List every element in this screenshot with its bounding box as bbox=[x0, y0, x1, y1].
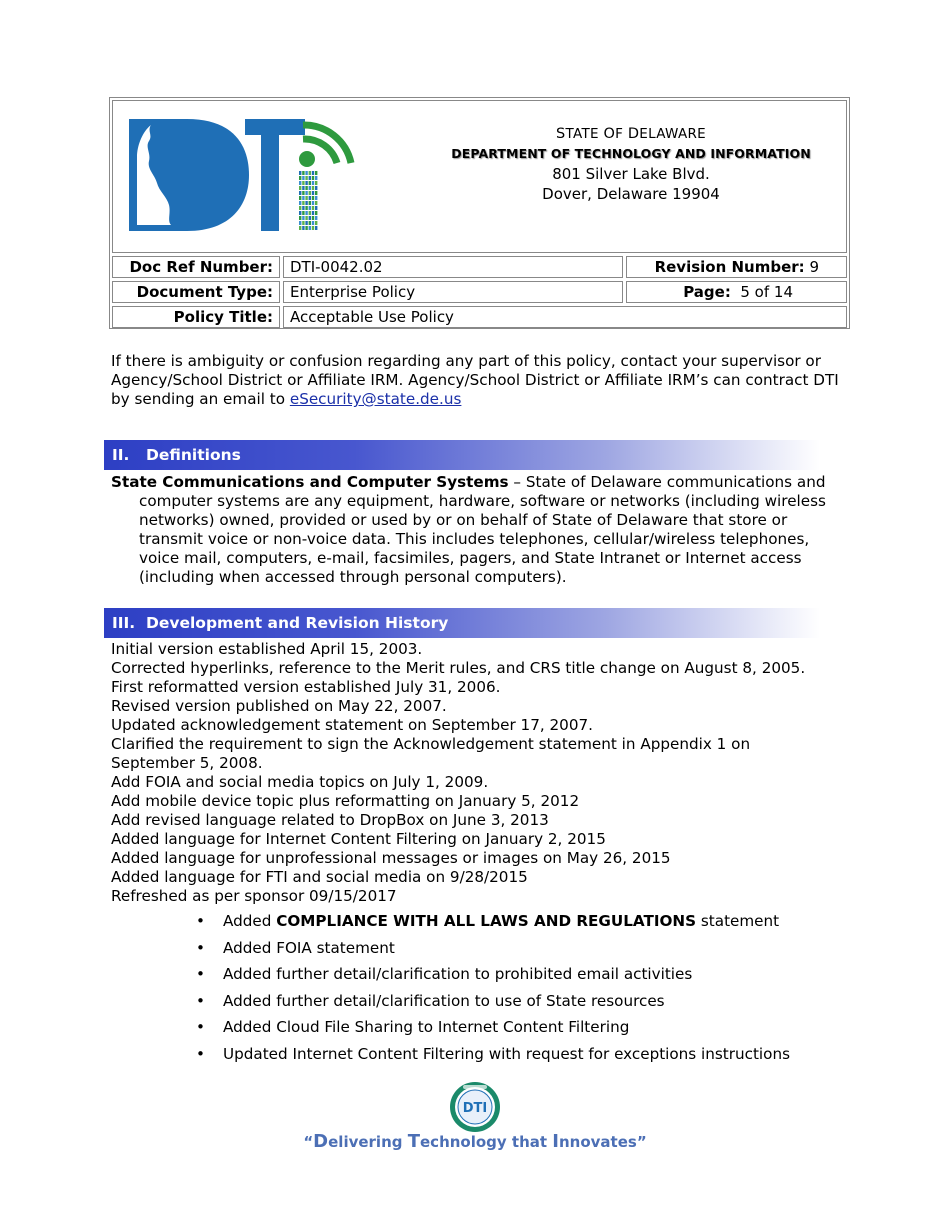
logo-pixel bbox=[302, 221, 304, 225]
logo-pixel bbox=[312, 201, 314, 205]
doc-ref-value: DTI-0042.02 bbox=[283, 256, 623, 278]
logo-pixel bbox=[299, 171, 301, 175]
header-top-box bbox=[112, 100, 847, 253]
dti-logo bbox=[127, 117, 357, 237]
street-address: 801 Silver Lake Blvd. bbox=[552, 165, 710, 183]
esecurity-email-link[interactable]: eSecurity@state.de.us bbox=[289, 390, 462, 408]
logo-pixel bbox=[302, 171, 304, 175]
meta-row-policy-title bbox=[112, 306, 847, 328]
logo-pixel bbox=[312, 211, 314, 215]
logo-pixel bbox=[312, 196, 314, 200]
history-line: Add mobile device topic plus reformatting on January 5, 2012 bbox=[111, 792, 580, 810]
history-line: Added language for FTI and social media on 9/28/2015 bbox=[111, 868, 528, 886]
history-line: September 5, 2008. bbox=[111, 754, 263, 772]
history-line: First reformatted version established July 31, 2006. bbox=[111, 678, 501, 696]
logo-pixel bbox=[312, 176, 314, 180]
dti-seal-icon bbox=[449, 1081, 501, 1133]
logo-pixel bbox=[302, 176, 304, 180]
definition-entry bbox=[111, 473, 831, 587]
bullet-icon: • bbox=[196, 938, 205, 957]
history-line: Added language for unprofessional messages or images on May 26, 2015 bbox=[111, 849, 671, 867]
logo-pixel bbox=[299, 191, 301, 195]
logo-pixel bbox=[309, 181, 311, 185]
bullet-item: • Added Cloud File Sharing to Internet Content Filtering bbox=[196, 1018, 630, 1037]
policy-title-label: Policy Title: bbox=[112, 306, 280, 328]
logo-pixel bbox=[315, 206, 317, 210]
logo-pixel bbox=[309, 216, 311, 220]
logo-pixel bbox=[302, 191, 304, 195]
logo-pixel bbox=[302, 216, 304, 220]
page-cell bbox=[626, 281, 847, 303]
intro-paragraph: If there is ambiguity or confusion regarding any part of this policy, contact your supervisor or Agency/School District or Affiliate IRM. Agency/School District or Affiliate IRM’s can contract DTI by sending an email to eSecurity@state.de.us bbox=[111, 352, 839, 408]
history-line: Revised version published on May 22, 2007. bbox=[111, 697, 447, 715]
footer-tagline: “Delivering Technology that Innovates” bbox=[303, 1131, 647, 1152]
logo-pixel bbox=[312, 206, 314, 210]
logo-pixel bbox=[312, 171, 314, 175]
meta-row-doc-type bbox=[112, 281, 847, 303]
logo-pixel bbox=[309, 196, 311, 200]
logo-pixel bbox=[315, 196, 317, 200]
logo-pixel bbox=[312, 226, 314, 230]
logo-pixel bbox=[302, 211, 304, 215]
logo-pixel bbox=[309, 206, 311, 210]
logo-pixel bbox=[309, 221, 311, 225]
history-line: Initial version established April 15, 2003. bbox=[111, 640, 423, 658]
bullet-item: • Added further detail/clarification to prohibited email activities bbox=[196, 965, 693, 984]
revision-cell bbox=[626, 256, 847, 278]
history-line: Corrected hyperlinks, reference to the Merit rules, and CRS title change on August 8, 2005. bbox=[111, 659, 806, 677]
logo-pixel bbox=[315, 191, 317, 195]
department-name: DEPARTMENT OF TECHNOLOGY AND INFORMATION bbox=[451, 146, 811, 161]
logo-pixel-grid bbox=[299, 171, 317, 230]
meta-row-doc-ref bbox=[112, 256, 847, 278]
logo-pixel bbox=[305, 196, 307, 200]
seal-text: DTI bbox=[462, 1101, 488, 1116]
logo-pixel bbox=[302, 181, 304, 185]
history-line: Refreshed as per sponsor 09/15/2017 bbox=[111, 887, 397, 905]
logo-pixel bbox=[309, 171, 311, 175]
logo-pixel bbox=[305, 226, 307, 230]
logo-pixel bbox=[309, 186, 311, 190]
logo-pixel bbox=[305, 206, 307, 210]
logo-pixel bbox=[302, 196, 304, 200]
history-line: Add FOIA and social media topics on July 1, 2009. bbox=[111, 773, 489, 791]
logo-pixel bbox=[315, 181, 317, 185]
logo-dot bbox=[299, 151, 315, 167]
bullet-icon: • bbox=[196, 1018, 205, 1037]
logo-pixel bbox=[309, 201, 311, 205]
doc-ref-label: Doc Ref Number: bbox=[112, 256, 280, 278]
section-title: Development and Revision History bbox=[146, 614, 449, 632]
logo-pixel bbox=[305, 176, 307, 180]
section-number: II. bbox=[112, 446, 130, 464]
logo-pixel bbox=[315, 226, 317, 230]
logo-pixel bbox=[305, 216, 307, 220]
logo-pixel bbox=[309, 191, 311, 195]
logo-pixel bbox=[315, 201, 317, 205]
logo-pixel bbox=[299, 176, 301, 180]
logo-pixel bbox=[305, 211, 307, 215]
logo-pixel bbox=[299, 196, 301, 200]
logo-pixel bbox=[299, 201, 301, 205]
bullet-item: • Added FOIA statement bbox=[196, 938, 395, 957]
section-heading-definitions bbox=[104, 440, 820, 470]
history-line: Added language for Internet Content Filtering on January 2, 2015 bbox=[111, 830, 606, 848]
policy-title-value: Acceptable Use Policy bbox=[283, 306, 847, 328]
history-line: Updated acknowledgement statement on September 17, 2007. bbox=[111, 716, 593, 734]
logo-pixel bbox=[305, 201, 307, 205]
bullet-icon: • bbox=[196, 912, 205, 930]
logo-pixel bbox=[315, 211, 317, 215]
logo-pixel bbox=[302, 201, 304, 205]
logo-pixel bbox=[305, 221, 307, 225]
logo-pixel bbox=[299, 216, 301, 220]
logo-pixel bbox=[302, 206, 304, 210]
logo-pixel bbox=[315, 186, 317, 190]
doc-type-label: Document Type: bbox=[112, 281, 280, 303]
revision-value: 9 bbox=[809, 258, 819, 276]
logo-pixel bbox=[315, 216, 317, 220]
section-title: Definitions bbox=[146, 446, 241, 464]
bullet-icon: • bbox=[196, 965, 205, 984]
section-number: III. bbox=[112, 614, 136, 632]
revision-history-list bbox=[111, 640, 841, 906]
logo-letter-t-stem bbox=[261, 119, 279, 231]
bullet-item: • Updated Internet Content Filtering with request for exceptions instructions bbox=[196, 1044, 790, 1063]
logo-pixel bbox=[309, 176, 311, 180]
city-address: Dover, Delaware 19904 bbox=[542, 185, 720, 203]
document-header bbox=[109, 97, 850, 329]
section-heading-history bbox=[104, 608, 820, 638]
logo-pixel bbox=[299, 186, 301, 190]
logo-pixel bbox=[305, 171, 307, 175]
bullet-item: • Added COMPLIANCE WITH ALL LAWS AND REGULATIONS statement bbox=[196, 912, 780, 930]
logo-pixel bbox=[312, 191, 314, 195]
logo-pixel bbox=[312, 186, 314, 190]
logo-pixel bbox=[299, 206, 301, 210]
bullet-item: • Added further detail/clarification to use of State resources bbox=[196, 991, 665, 1010]
logo-pixel bbox=[305, 186, 307, 190]
logo-pixel bbox=[299, 221, 301, 225]
bullet-icon: • bbox=[196, 991, 205, 1010]
logo-pixel bbox=[299, 211, 301, 215]
refresh-bullet-list bbox=[196, 911, 846, 1071]
definition-body: – State of Delaware communications and computer systems are any equipment, hardware, software or networks (including wireless networks) owned, provided or used by or on behalf of State of Delaware that store or transmit voice or non-voice data. This includes telephones, cellular/wireless telephones, voice mail, computers, e-mail, facsimiles, pagers, and State Intranet or Internet access (including when accessed through personal computers). bbox=[139, 473, 826, 586]
definition-term: State Communications and Computer Systems bbox=[111, 473, 509, 491]
page-value: 5 of 14 bbox=[740, 283, 793, 301]
logo-pixel bbox=[312, 181, 314, 185]
logo-pixel bbox=[315, 176, 317, 180]
logo-pixel bbox=[315, 221, 317, 225]
logo-pixel bbox=[315, 171, 317, 175]
logo-pixel bbox=[305, 181, 307, 185]
bullet-icon: • bbox=[196, 1044, 205, 1063]
state-name: STATE OF DELAWARE bbox=[555, 126, 707, 142]
logo-pixel bbox=[302, 186, 304, 190]
logo-pixel bbox=[309, 211, 311, 215]
page-label: Page: bbox=[683, 283, 731, 301]
logo-pixel bbox=[302, 226, 304, 230]
agency-address bbox=[431, 124, 831, 204]
doc-type-value: Enterprise Policy bbox=[283, 281, 623, 303]
history-line: Add revised language related to DropBox on June 3, 2013 bbox=[111, 811, 549, 829]
revision-label: Revision Number: bbox=[654, 258, 805, 276]
logo-pixel bbox=[312, 221, 314, 225]
logo-pixel bbox=[309, 226, 311, 230]
history-line: Clarified the requirement to sign the Acknowledgement statement in Appendix 1 on bbox=[111, 735, 751, 753]
logo-pixel bbox=[312, 216, 314, 220]
logo-pixel bbox=[305, 191, 307, 195]
logo-pixel bbox=[299, 181, 301, 185]
logo-pixel bbox=[299, 226, 301, 230]
